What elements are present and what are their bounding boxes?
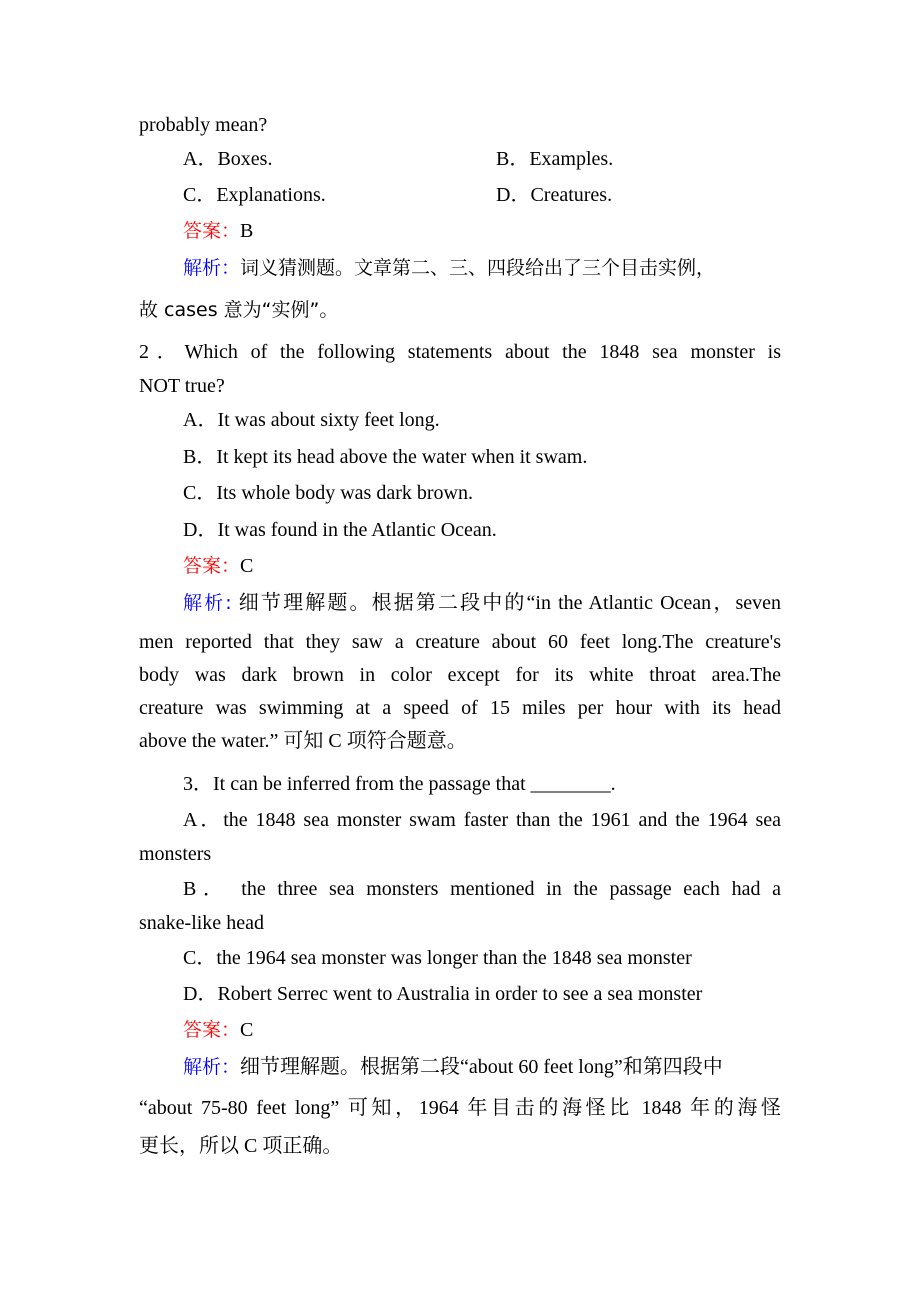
q2-analysis: [183, 591, 781, 615]
analysis-label: 解析:: [183, 592, 232, 614]
q3-analysis-line2: “about 75-80 feet long” 可知，1964 年目击的海怪比 1848 年的海怪: [139, 1097, 781, 1119]
analysis-text: 词义猜测题。文章第二、三、四段给出了三个目击实例，: [240, 257, 716, 279]
q3-option-b-line1: B． the three sea monsters mentioned in the passage each had a: [183, 878, 781, 900]
q2-analysis-line5: above the water.” 可知 C 项符合题意。: [139, 730, 467, 752]
q2-stem-line2: NOT true?: [139, 375, 225, 397]
answer-label: 答案：: [183, 555, 241, 577]
q2-option-a: A．It was about sixty feet long.: [183, 409, 440, 431]
answer-label: 答案：: [183, 220, 241, 242]
q2-analysis-line2: men reported that they saw a creature about 60 feet long.The creature's: [139, 631, 781, 653]
analysis-label: 解析：: [183, 1056, 241, 1078]
q3-option-a-line2: monsters: [139, 843, 212, 865]
q1-analysis-cont: 故 cases 意为“实例”。: [139, 299, 339, 321]
q2-option-c: C．Its whole body was dark brown.: [183, 482, 473, 504]
q1-analysis: [183, 256, 715, 280]
q1-stem-tail: probably mean?: [139, 114, 268, 136]
q3-option-d: D．Robert Serrec went to Australia in order to see a sea monster: [183, 983, 703, 1005]
answer-value: C: [240, 555, 254, 577]
q3-option-a-line1: A．the 1848 sea monster swam faster than the 1961 and the 1964 sea: [183, 809, 781, 831]
q3-option-c: C．the 1964 sea monster was longer than the 1848 sea monster: [183, 947, 692, 969]
q1-answer: [183, 219, 253, 243]
q1-option-a: A．Boxes.: [183, 148, 273, 170]
q1-option-b: B．Examples.: [496, 148, 614, 170]
q2-option-d: D．It was found in the Atlantic Ocean.: [183, 519, 497, 541]
answer-value: C: [240, 1019, 254, 1041]
q2-stem-line1: 2．Which of the following statements about the 1848 sea monster is: [139, 341, 781, 363]
analysis-text: 细节理解题。根据第二段“about 60 feet long”和第四段中: [240, 1056, 723, 1078]
q3-analysis: [183, 1055, 723, 1079]
q3-option-b-line2: snake-like head: [139, 912, 264, 934]
analysis-label: 解析：: [183, 257, 241, 279]
q3-analysis-line3: 更长，所以 C 项正确。: [139, 1135, 343, 1157]
q1-option-d: D．Creatures.: [496, 184, 613, 206]
q2-option-b: B．It kept its head above the water when it swam.: [183, 446, 588, 468]
answer-label: 答案：: [183, 1019, 241, 1041]
q3-stem: 3．It can be inferred from the passage that ________.: [183, 773, 616, 795]
analysis-text: 细节理解题。根据第二段中的“in the Atlantic Ocean，seven: [231, 592, 781, 614]
q2-answer: [183, 554, 253, 578]
q2-analysis-line4: creature was swimming at a speed of 15 miles per hour with its head: [139, 697, 781, 719]
q1-option-c: C．Explanations.: [183, 184, 326, 206]
q2-analysis-line3: body was dark brown in color except for its white throat area.The: [139, 664, 781, 686]
answer-value: B: [240, 220, 254, 242]
q3-answer: [183, 1018, 253, 1042]
